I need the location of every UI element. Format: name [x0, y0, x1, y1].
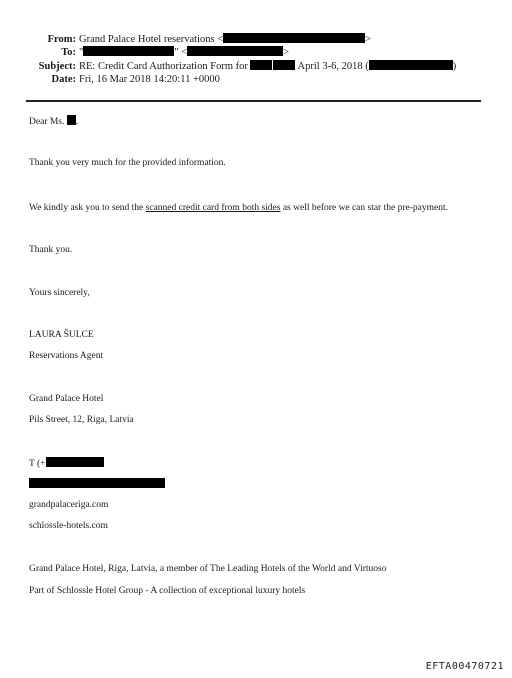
footer-line-1: Grand Palace Hotel, Riga, Latvia, a member of The Leading Hotels of the World and Virtuoso [29, 564, 387, 574]
line2-pre: We kindly ask you to send the [29, 203, 146, 213]
to-prefix: " [79, 47, 84, 58]
footer-line-2: Part of Schlossle Hotel Group - A collection of exceptional luxury hotels [29, 586, 306, 596]
subject-label: Subject: [38, 61, 76, 72]
redaction [29, 478, 165, 488]
from-tail: > [365, 34, 372, 45]
greeting-tail: . [75, 117, 79, 127]
redaction [369, 60, 453, 70]
scanned-card-link: scanned credit card from both sides [145, 203, 281, 213]
header-divider [26, 100, 481, 102]
phone-prefix: T (+ [29, 459, 46, 469]
subject-dates: April 3-6, 2018 ( [297, 61, 369, 72]
redaction [187, 46, 283, 56]
line2-post: as well before we can star the pre-payment. [280, 203, 448, 213]
subject-tail: ) [452, 61, 457, 72]
website-2: schlossle-hotels.com [29, 521, 108, 531]
body-line-1: Thank you very much for the provided information. [29, 158, 226, 168]
to-mid: " < [174, 47, 188, 58]
signature-name: LAURA ŠULCE [29, 330, 94, 340]
body-line-2 [29, 202, 448, 214]
website-1: grandpalaceriga.com [29, 500, 109, 510]
redaction [46, 457, 104, 467]
greeting-text: Dear Ms. [29, 117, 65, 127]
redaction [250, 60, 272, 70]
redaction [223, 33, 365, 43]
phone-redaction-line [29, 478, 165, 491]
to-value [79, 46, 289, 59]
from-value [79, 33, 371, 46]
redaction [83, 46, 174, 56]
from-sender: Grand Palace Hotel reservations < [79, 34, 224, 45]
closing: Yours sincerely, [29, 288, 90, 298]
thanks: Thank you. [29, 245, 73, 255]
date-value: Fri, 16 Mar 2018 14:20:11 +0000 [79, 74, 220, 85]
hotel-name: Grand Palace Hotel [29, 394, 104, 404]
hotel-address: Pils Street, 12, Riga, Latvia [29, 415, 134, 425]
signature-title: Reservations Agent [29, 351, 104, 361]
to-tail: > [283, 47, 290, 58]
greeting [29, 115, 78, 128]
subject-text: RE: Credit Card Authorization Form for [79, 61, 248, 72]
document-id: EFTA00470721 [425, 661, 504, 672]
to-label: To: [61, 47, 76, 58]
from-label: From: [47, 34, 76, 45]
redaction [67, 115, 79, 127]
subject-value [79, 60, 456, 73]
redaction [273, 60, 295, 70]
phone [29, 457, 104, 470]
date-label: Date: [51, 74, 76, 85]
